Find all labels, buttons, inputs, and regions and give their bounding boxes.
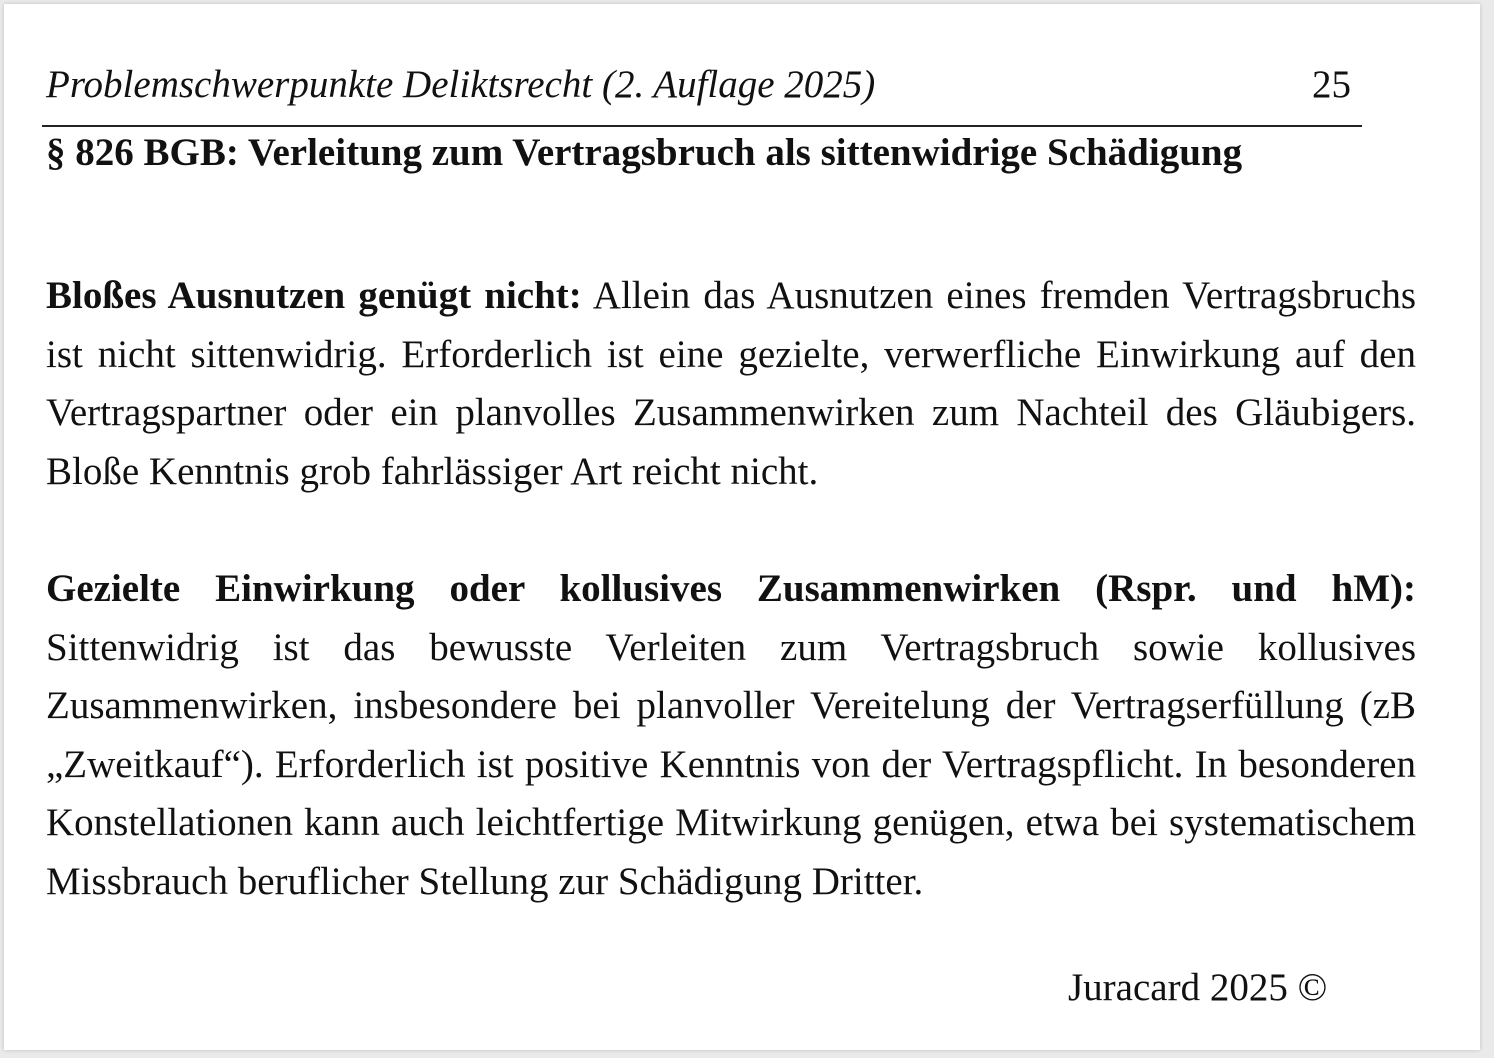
section-heading: § 826 BGB: Verleitung zum Vertragsbruch als sittenwidrige Schädigung bbox=[46, 131, 1243, 174]
paragraph-lead: Gezielte Einwirkung oder kollusives Zusammenwirken (Rspr. und hM): bbox=[46, 566, 1416, 610]
running-title: Problemschwerpunkte Deliktsrecht (2. Auflage 2025) bbox=[46, 63, 876, 106]
paragraph-lead: Bloßes Ausnutzen genügt nicht: bbox=[46, 274, 582, 317]
paragraph-blosses-ausnutzen bbox=[46, 267, 1416, 501]
paragraph-gezielte-einwirkung bbox=[46, 560, 1416, 912]
body-text bbox=[46, 267, 1416, 912]
copyright-notice: Juracard 2025 © bbox=[1068, 966, 1328, 1009]
page-number: 25 bbox=[1312, 63, 1351, 106]
paragraph-text: Sittenwidrig ist das bewusste Verleiten zum Vertragsbruch sowie kollusives Zusammenwirken, insbesondere bei planvoller Vereitelung der Vertragserfüllung (zB „Zweitkauf“). Erforderlich ist positive Kenntnis von der Vertragspflicht. In besonderen Konstellationen kann auch leichtfertige Mitwirkung genügen, etwa bei systematischem Missbrauch beruflicher Stellung zur Schädigung Dritter. bbox=[46, 625, 1416, 903]
document-page bbox=[4, 4, 1480, 1050]
header-rule bbox=[42, 125, 1362, 127]
paragraph-text: Allein das Ausnutzen eines fremden Vertragsbruchs ist nicht sittenwidrig. Erforderlich ist eine gezielte, verwerfliche Einwirkung auf den Vertragspartner oder ein planvolles Zusammenwirken zum Nachteil des Gläubigers. Bloße Kenntnis grob fahrlässiger Art reicht nicht. bbox=[46, 274, 1416, 493]
